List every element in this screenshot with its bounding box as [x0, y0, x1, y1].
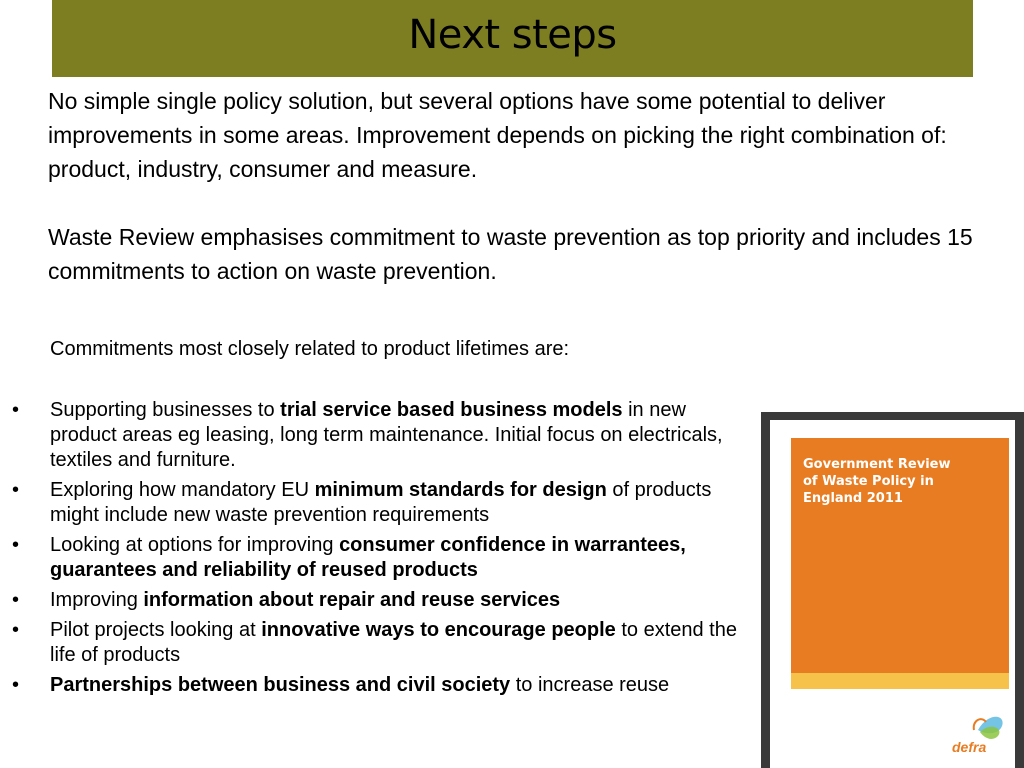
bullet-text-bold: minimum standards for design: [314, 479, 607, 501]
defra-logo-icon: [950, 710, 1010, 760]
paragraph-waste-review: Waste Review emphasises commitment to waste prevention as top priority and includes 15 commitments to action on waste prevention.: [48, 224, 973, 284]
report-title-line: England 2011: [803, 491, 903, 506]
title-bar: [52, 0, 973, 77]
bullet-text-bold: innovative ways to encourage people: [261, 619, 616, 641]
bullet-text-pre: Supporting businesses to: [50, 399, 281, 421]
list-item: [8, 673, 758, 698]
bullet-text-bold: Partnerships between business and civil society: [50, 674, 511, 696]
report-cover-title: [803, 456, 983, 507]
bullet-icon: •: [12, 589, 20, 611]
report-cover-yellow-strip: [791, 673, 1009, 689]
list-item: [8, 588, 758, 613]
bullet-text-post: to increase reuse: [510, 674, 670, 696]
report-cover-page: [770, 420, 1015, 768]
bullet-text-post: in new product areas eg leasing, long term maintenance. Initial focus on electricals, textiles and furniture.: [50, 399, 723, 471]
report-title-line: of Waste Policy in: [803, 474, 934, 489]
bullet-text-pre: Exploring how mandatory EU: [50, 479, 315, 501]
list-item: [8, 478, 758, 528]
bullet-text-pre: Improving: [50, 589, 144, 611]
bullet-text-post: of products might include new waste prevention requirements: [50, 479, 712, 526]
bullet-text-post: to extend the life of products: [50, 619, 737, 666]
bullet-icon: •: [12, 619, 20, 641]
report-title-line: Government Review: [803, 457, 951, 472]
bullet-text-pre: Pilot projects looking at: [50, 619, 262, 641]
bullet-icon: •: [12, 534, 20, 556]
bullet-text-bold: trial service based business models: [280, 399, 623, 421]
bullet-text-pre: Looking at options for improving: [50, 534, 340, 556]
commitments-list: [8, 398, 758, 703]
bullet-icon: •: [12, 399, 20, 421]
report-cover-image: [761, 412, 1024, 768]
paragraph-policy: No simple single policy solution, but several options have some potential to deliver improvements in some areas. Improvement depends on picking the right combination of: product, industry, consumer and measure.: [48, 88, 947, 182]
slide-title: Next steps: [408, 12, 617, 58]
bullet-icon: •: [12, 674, 20, 696]
commitments-intro: Commitments most closely related to product lifetimes are:: [50, 338, 570, 360]
list-item: [8, 533, 758, 583]
list-item: [8, 618, 758, 668]
bullet-text-bold: consumer confidence in warrantees, guarantees and reliability of reused products: [50, 534, 686, 581]
bullet-text-bold: information about repair and reuse services: [143, 589, 561, 611]
logo-text: defra: [952, 739, 987, 755]
list-item: [8, 398, 758, 473]
bullet-icon: •: [12, 479, 20, 501]
